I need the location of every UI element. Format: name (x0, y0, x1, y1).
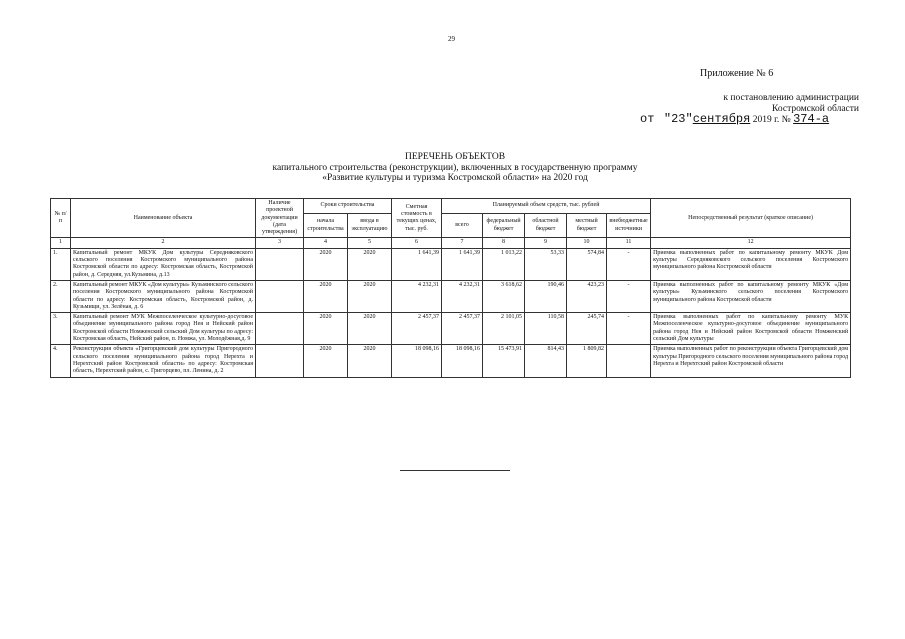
header-row-1 (51, 199, 851, 214)
column-number: 8 (483, 238, 525, 248)
decree-date (640, 112, 829, 126)
row-object-name: Реконструкция объекта «Григорцевский дом культуры Пригородного сельского поселения муниципального района город Нерехта и Нерехтский район Костромской области» по адресу: Костромская область, Нерехтский район, с. Григорцево, пл. Ленина, д. 2 (71, 345, 256, 377)
row-num: 2. (51, 280, 71, 312)
row-start: 2020 (304, 345, 348, 377)
header-offbudget: внебюджетные источники (607, 213, 651, 238)
title-line-2: капитального строительства (реконструкции), включенных в государственную программу (272, 162, 638, 173)
decree-number: 374-а (793, 112, 830, 126)
decree-month: сентября (692, 112, 751, 126)
row-offbudget (607, 345, 651, 377)
row-regional: 110,58 (525, 313, 567, 345)
document-title (255, 152, 655, 184)
header-local: местный бюджет (567, 213, 607, 238)
column-number: 2 (71, 238, 256, 248)
decree-year: 2019 г. № (752, 115, 791, 125)
row-offbudget: - (607, 313, 651, 345)
table-row (51, 313, 851, 345)
row-result: Приемка выполненных работ по капитальному ремонту МКУК «Дом культуры» Кузьминского сельского поселения Костромского муниципального района Костромской области (651, 280, 851, 312)
row-num: 1. (51, 248, 71, 280)
row-commission: 2020 (348, 345, 392, 377)
objects-table (50, 198, 851, 378)
row-commission: 2020 (348, 248, 392, 280)
row-total: 2 457,37 (442, 313, 483, 345)
row-regional: 814,43 (525, 345, 567, 377)
row-offbudget: - (607, 280, 651, 312)
row-local: 574,84 (567, 248, 607, 280)
row-local: 245,74 (567, 313, 607, 345)
row-object-name: Капитальный ремонт МКУК «Дом культуры» Кузьминского сельского поселения Костромского муниципального района Костромской области по адресу: Костромская область, Костромской район, д. Кузьмищи, ул. Зелёная, д. 6 (71, 280, 256, 312)
row-federal: 15 473,91 (483, 345, 525, 377)
header-planned: Планируемый объем средств, тыс. рублей (442, 199, 651, 214)
header-federal: федеральный бюджет (483, 213, 525, 238)
header-start: начала строительства (304, 213, 348, 238)
decree-line-2: Костромской области (772, 104, 859, 114)
row-cost: 2 457,37 (392, 313, 442, 345)
row-federal: 1 013,22 (483, 248, 525, 280)
column-number: 4 (304, 238, 348, 248)
row-docs (256, 248, 304, 280)
row-docs (256, 313, 304, 345)
table-row (51, 248, 851, 280)
header-terms: Сроки строительства (304, 199, 392, 214)
row-result: Приемка выполненных работ по капитальному ремонту МУК Межпоселенческое культурно-досуговое объединение муниципального района город Нея и Нейский район Костромской области Номженский сельский Дом культуры (651, 313, 851, 345)
row-start: 2020 (304, 248, 348, 280)
title-line-1: ПЕРЕЧЕНЬ ОБЪЕКТОВ (404, 152, 506, 162)
column-number: 10 (567, 238, 607, 248)
row-total: 18 098,16 (442, 345, 483, 377)
header-docs: Наличие проектной документации (дата утверждения) (256, 199, 304, 238)
row-object-name: Капитальный ремонт МУК Межпоселенческое культурно-досуговое объединение муниципального района город Нея и Нейский район Костромской области Номженский сельский Дом культуры по адресу: Костромская область, Нейский район, п. Номжа, ул. Молодёжная,д. 9 (71, 313, 256, 345)
table-row (51, 280, 851, 312)
row-regional: 190,46 (525, 280, 567, 312)
column-number: 1 (51, 238, 71, 248)
page-number: 29 (448, 35, 455, 43)
row-offbudget: - (607, 248, 651, 280)
row-result: Приемка выполненных работ по реконструкции объекта Григорцевский дом культуры Пригородного сельского поселения муниципального района город Нерехта и Нерехтский район Костромской области (651, 345, 851, 377)
column-number: 6 (392, 238, 442, 248)
decree-line-1: к постановлению администрации (723, 93, 859, 103)
row-result: Приемка выполненных работ по капитальному ремонту МКУК Дом культуры Середняковского сельского поселения Костромского муниципального района Костромской области (651, 248, 851, 280)
header-num: № п/п (51, 199, 71, 238)
column-number: 9 (525, 238, 567, 248)
column-number: 7 (442, 238, 483, 248)
column-number: 3 (256, 238, 304, 248)
header-commission: ввода в эксплуатацию (348, 213, 392, 238)
row-docs (256, 280, 304, 312)
header-regional: областной бюджет (525, 213, 567, 238)
signature-line (400, 470, 510, 471)
row-federal: 3 618,62 (483, 280, 525, 312)
decree-prefix: от (640, 112, 655, 126)
row-cost: 18 098,16 (392, 345, 442, 377)
row-num: 4. (51, 345, 71, 377)
decree-day: "23" (663, 112, 693, 126)
row-commission: 2020 (348, 313, 392, 345)
header-cost: Сметная стоимость в текущих ценах, тыс. руб. (392, 199, 442, 238)
row-cost: 1 641,39 (392, 248, 442, 280)
table-row (51, 345, 851, 377)
column-number: 12 (651, 238, 851, 248)
row-start: 2020 (304, 280, 348, 312)
row-regional: 53,33 (525, 248, 567, 280)
header-total: всего (442, 213, 483, 238)
row-object-name: Капитальный ремонт МКУК Дом культуры Середняковского сельского поселения Костромского муниципального района Костромской области по адресу: Костромская область, Костромской район, д. Середняя, ул.Кузьмина, д.13 (71, 248, 256, 280)
row-federal: 2 101,05 (483, 313, 525, 345)
appendix-label: Приложение № 6 (700, 68, 774, 79)
row-cost: 4 232,31 (392, 280, 442, 312)
row-total: 4 232,31 (442, 280, 483, 312)
row-local: 423,23 (567, 280, 607, 312)
row-local: 1 809,82 (567, 345, 607, 377)
column-number: 11 (607, 238, 651, 248)
column-number-row (51, 238, 851, 248)
row-commission: 2020 (348, 280, 392, 312)
header-result: Непосредственный результат (краткое описание) (651, 199, 851, 238)
row-total: 1 641,39 (442, 248, 483, 280)
column-number: 5 (348, 238, 392, 248)
row-num: 3. (51, 313, 71, 345)
title-line-3: «Развитие культуры и туризма Костромской области» на 2020 год (322, 173, 588, 183)
row-start: 2020 (304, 313, 348, 345)
header-name: Наименование объекта (71, 199, 256, 238)
row-docs (256, 345, 304, 377)
